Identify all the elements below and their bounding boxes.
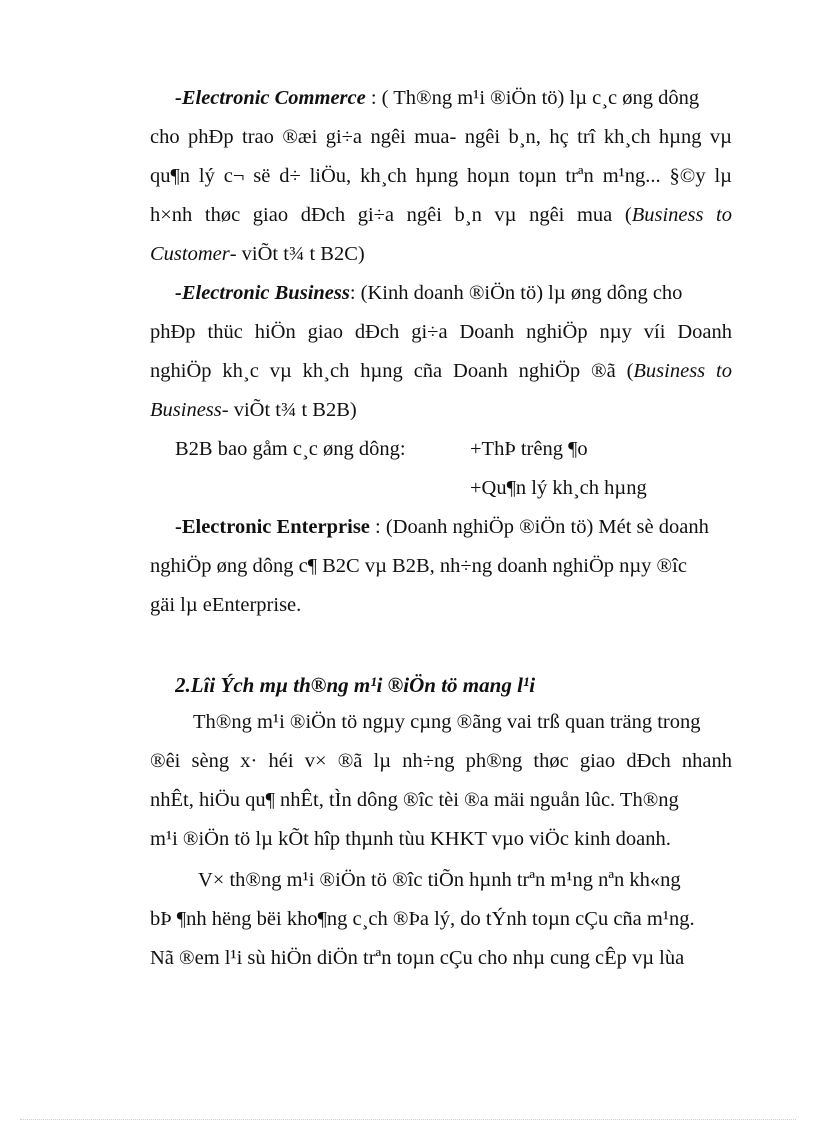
section-heading: 2.Lîi Ých mµ th®ng m¹i ®iÖn tö mang l¹i xyxy=(175,673,536,697)
paragraph-2-line-3: nghiÖp kh¸c vµ kh¸ch hµng cña Doanh nghiÖp ®ã (Business to xyxy=(150,360,732,382)
paragraph-5-line-1: V× th®ng m¹i ®iÖn tö ®îc tiÕn hµnh trªn m¹ng nªn kh«ng xyxy=(198,869,681,891)
paragraph-1-line-3: qu¶n lý c¬ së d÷ liÖu, kh¸ch hµng hoµn toµn trªn m¹ng... §©y lµ xyxy=(150,165,732,187)
paragraph-3-line-3: gäi lµ eEnterprise. xyxy=(150,594,302,616)
paragraph-1-line-5: Customer- viÕt t¾ t B2C) xyxy=(150,243,365,265)
paragraph-4-line-1: Th®ng m¹i ®iÖn tö ngµy cµng ®ãng vai trß quan träng trong xyxy=(193,711,701,733)
page-bottom-divider xyxy=(20,1119,796,1120)
paragraph-2-line-1: -Electronic Business: (Kinh doanh ®iÖn tö) lµ øng dông cho xyxy=(175,282,683,304)
paragraph-2-line-4: Business- viÕt t¾ t B2B) xyxy=(150,399,357,421)
paragraph-1-line-1: -Electronic Commerce : ( Th®ng m¹i ®iÖn tö) lµ c¸c øng dông xyxy=(175,87,700,109)
b2b-label: B2B bao gåm c¸c øng dông: xyxy=(175,438,406,460)
b2b-item-customer-management: +Qu¶n lý kh¸ch hµng xyxy=(470,477,647,499)
term-electronic-enterprise: -Electronic Enterprise xyxy=(175,516,370,538)
term-electronic-business: -Electronic Business xyxy=(175,282,350,304)
term-electronic-commerce: -Electronic Commerce xyxy=(175,87,366,109)
paragraph-5-line-2: bÞ ¶nh hëng bëi kho¶ng c¸ch ®Þa lý, do tÝnh toµn cÇu cña m¹ng. xyxy=(150,908,695,930)
b2b-item-market: +ThÞ trêng ¶o xyxy=(470,438,588,460)
paragraph-3-line-2: nghiÖp øng dông c¶ B2C vµ B2B, nh÷ng doanh nghiÖp nµy ®îc xyxy=(150,555,687,577)
paragraph-4-line-4: m¹i ®iÖn tö lµ kÕt hîp thµnh tùu KHKT vµo viÖc kinh doanh. xyxy=(150,828,671,850)
paragraph-2-line-2: phÐp thüc hiÖn giao dÐch gi÷a Doanh nghiÖp nµy víi Doanh xyxy=(150,321,732,343)
paragraph-5-line-3: Nã ®em l¹i sù hiÖn diÖn trªn toµn cÇu cho nhµ cung cÊp vµ lùa xyxy=(150,947,685,969)
paragraph-1-line-4: h×nh thøc giao dÐch gi÷a ngêi b¸n vµ ngêi mua (Business to xyxy=(150,204,732,226)
paragraph-4-line-3: nhÊt, hiÖu qu¶ nhÊt, tÌn dông ®îc tèi ®a mäi nguån lûc. Th®ng xyxy=(150,789,679,811)
paragraph-4-line-2: ®êi sèng x· héi v× ®ã lµ nh÷ng ph®ng thøc giao dÐch nhanh xyxy=(150,750,732,772)
paragraph-3-line-1: -Electronic Enterprise : (Doanh nghiÖp ®iÖn tö) Mét sè doanh xyxy=(175,516,709,538)
paragraph-1-line-2: cho phÐp trao ®æi gi÷a ngêi mua- ngêi b¸n, hç trî kh¸ch hµng vµ xyxy=(150,126,732,148)
